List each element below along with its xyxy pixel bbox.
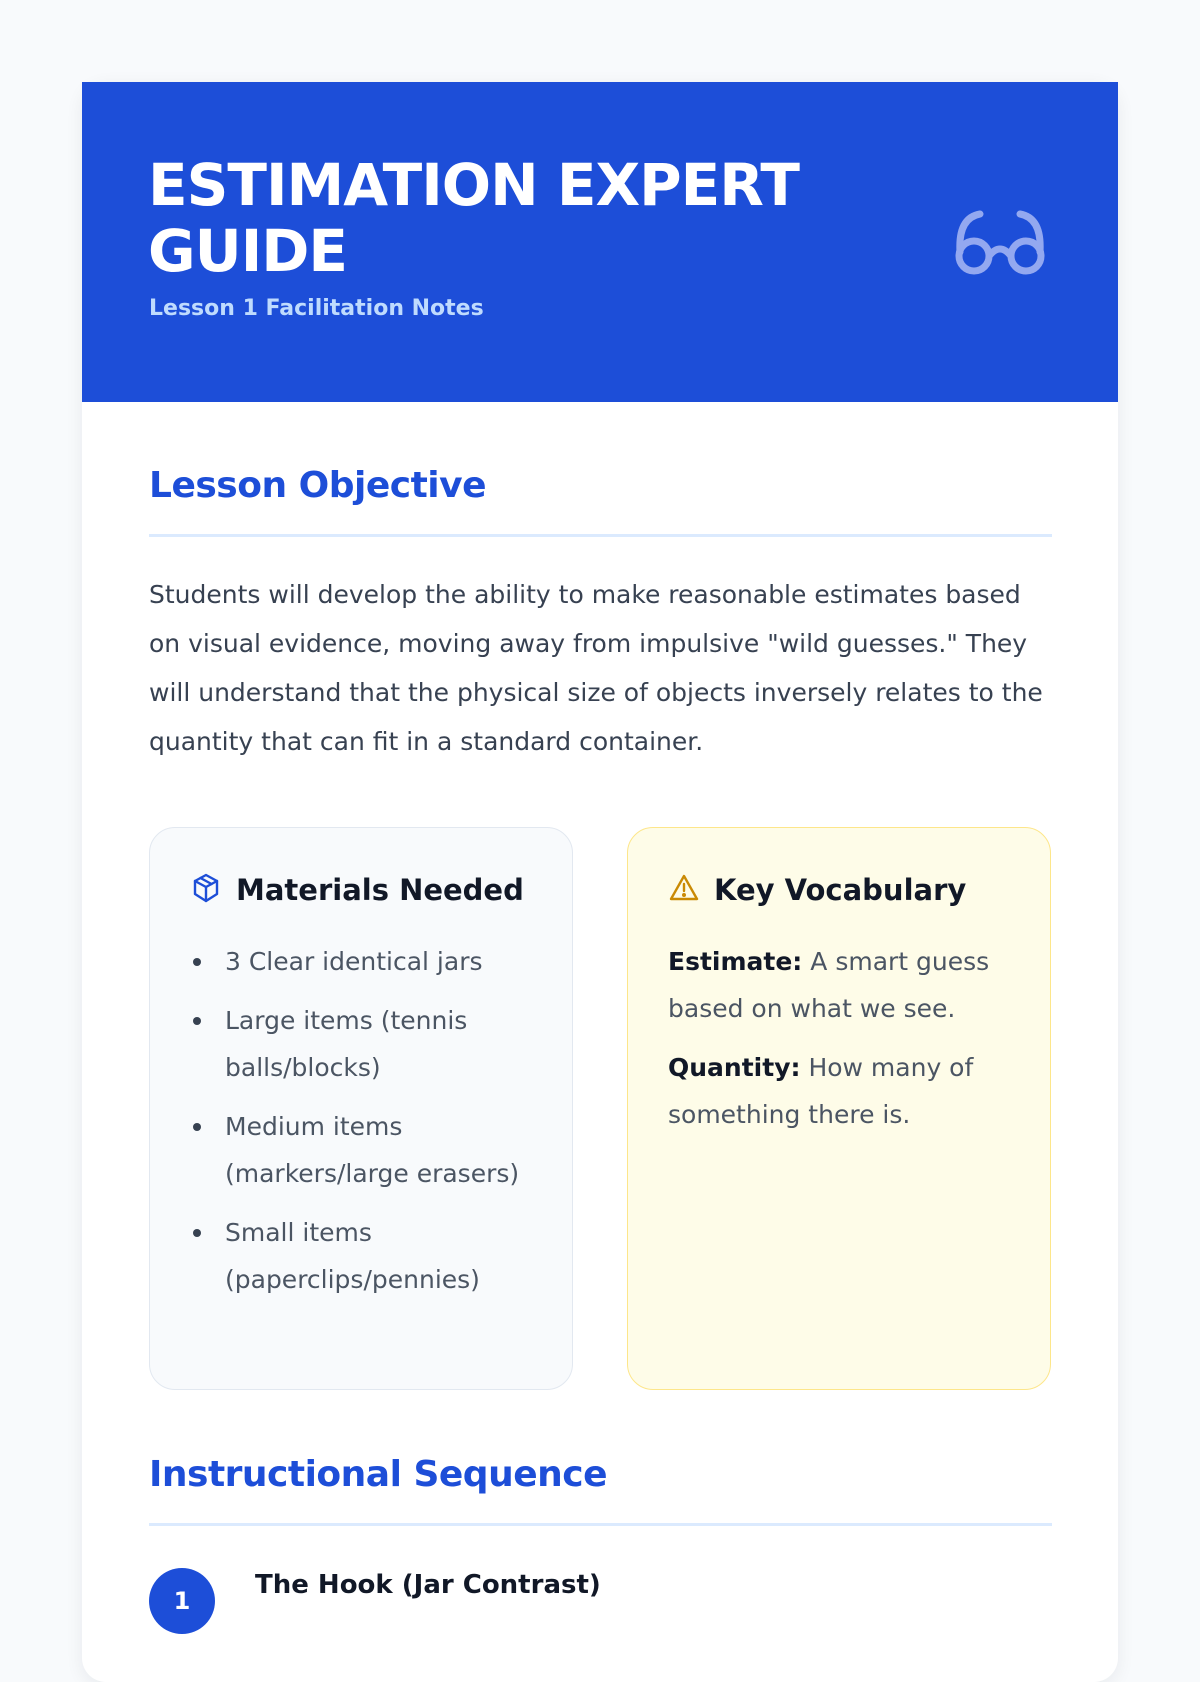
sequence-heading: Instructional Sequence [149, 1454, 608, 1495]
objective-text: Students will develop the ability to make reasonable estimates based on visual evidence, moving away from impulsive "wild guesses." They will understand that the physical size of objects inversely relates to the quantity that can fit in a standard container. [149, 580, 1043, 756]
objective-heading: Lesson Objective [149, 465, 487, 506]
materials-list [190, 938, 540, 1315]
vocab-definition: How many of something there is. [668, 1053, 974, 1129]
materials-header [190, 872, 524, 908]
materials-box [149, 827, 573, 1390]
list-item: 3 Clear identical jars [190, 938, 540, 985]
page-subtitle: Lesson 1 Facilitation Notes [149, 296, 484, 321]
objective-divider [149, 534, 1052, 537]
vocab-term: Estimate: [668, 947, 803, 976]
vocabulary-box [627, 827, 1051, 1390]
sequence-divider [149, 1523, 1052, 1526]
glasses-icon [952, 204, 1048, 284]
page-title: ESTIMATION EXPERT GUIDE [148, 151, 799, 285]
vocab-term: Quantity: [668, 1053, 801, 1082]
materials-title: Materials Needed [236, 873, 524, 907]
step-number: 1 [149, 1568, 215, 1634]
warning-icon [668, 872, 714, 908]
cube-icon [190, 872, 236, 908]
list-item: Small items (paperclips/pennies) [190, 1209, 540, 1303]
vocabulary-header [668, 872, 966, 908]
list-item: Large items (tennis balls/blocks) [190, 997, 540, 1091]
guide-card [82, 82, 1118, 1682]
guide-header [82, 82, 1118, 402]
vocab-entry [668, 938, 1018, 1032]
vocab-entry [668, 1044, 1018, 1138]
vocabulary-list [668, 938, 1018, 1150]
list-item: Medium items (markers/large erasers) [190, 1103, 540, 1197]
vocab-definition: A smart guess based on what we see. [668, 947, 990, 1023]
step-title: The Hook (Jar Contrast) [255, 1570, 601, 1600]
vocabulary-title: Key Vocabulary [714, 873, 967, 907]
